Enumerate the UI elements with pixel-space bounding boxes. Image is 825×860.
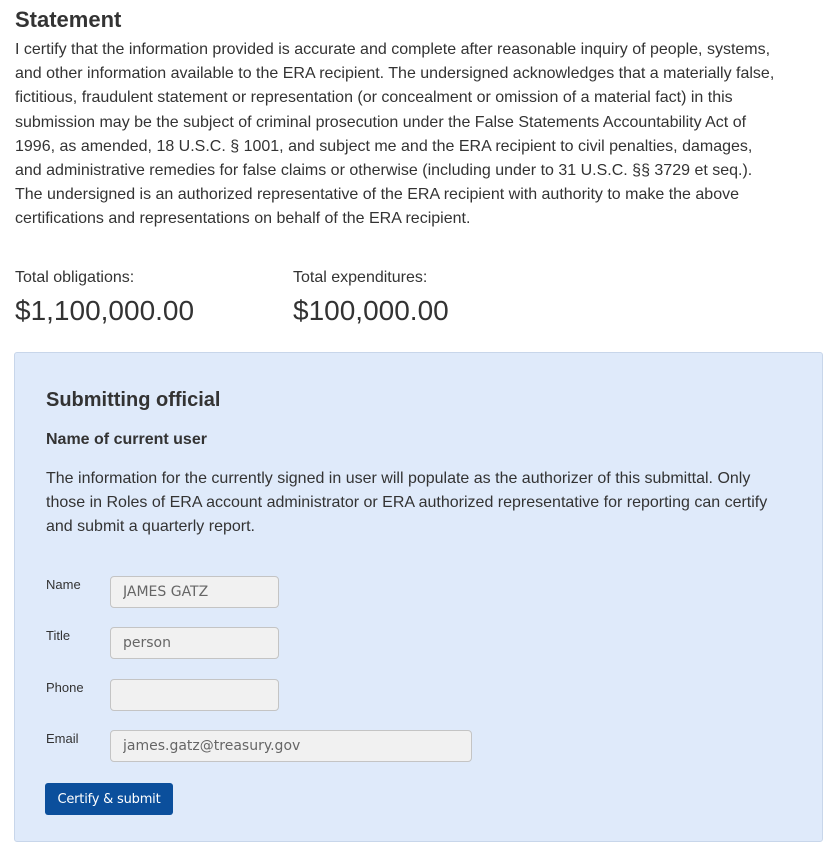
email-row — [46, 730, 472, 762]
total-obligations — [15, 268, 293, 328]
total-expenditures-label: Total expenditures: — [293, 269, 428, 286]
title-row — [46, 627, 279, 659]
email-label: Email — [46, 731, 79, 746]
name-row — [46, 576, 279, 608]
total-expenditures-value: $100,000.00 — [293, 295, 449, 326]
certify-submit-button[interactable]: Certify & submit — [45, 783, 173, 815]
submitting-official-description: The information for the currently signed in user will populate as the authorizer of this submittal. Only those in Roles of ERA account administrator or ERA authorized representative for reporting can certify and submit a quarterly report. — [46, 470, 768, 535]
title-label: Title — [46, 628, 71, 643]
statement-heading: Statement — [15, 7, 122, 32]
total-obligations-label: Total obligations: — [15, 269, 135, 286]
phone-row — [46, 679, 279, 711]
name-label: Name — [46, 577, 81, 592]
statement-text: I certify that the information provided is accurate and complete after reasonable inquiry of people, systems, and other information available to the ERA recipient. The undersigned acknowledges that a materially false, fictitious, fraudulent statement or representation (or concealment or omission of a material fact) in this submission may be the subject of criminal prosecution under the False Statements Accountability Act of 1996, as amended, 18 U.S.C. § 1001, and subject me and the ERA recipient to civil penalties, damages, and administrative remedies for false claims or otherwise (including under to 31 U.S.C. §§ 3729 et seq.). The undersigned is an authorized representative of the ERA recipient with authority to make the above certifications and representations on behalf of the ERA recipient. — [15, 41, 775, 228]
email-input[interactable] — [110, 730, 472, 762]
phone-input[interactable] — [110, 679, 279, 711]
submitting-official-title: Submitting official — [46, 389, 221, 411]
total-expenditures — [293, 268, 571, 328]
phone-label: Phone — [46, 680, 84, 695]
name-input[interactable] — [110, 576, 279, 608]
submitting-official-panel — [14, 352, 823, 842]
totals-section — [15, 268, 571, 328]
title-input[interactable] — [110, 627, 279, 659]
current-user-subtitle: Name of current user — [46, 431, 207, 448]
total-obligations-value: $1,100,000.00 — [15, 295, 195, 326]
